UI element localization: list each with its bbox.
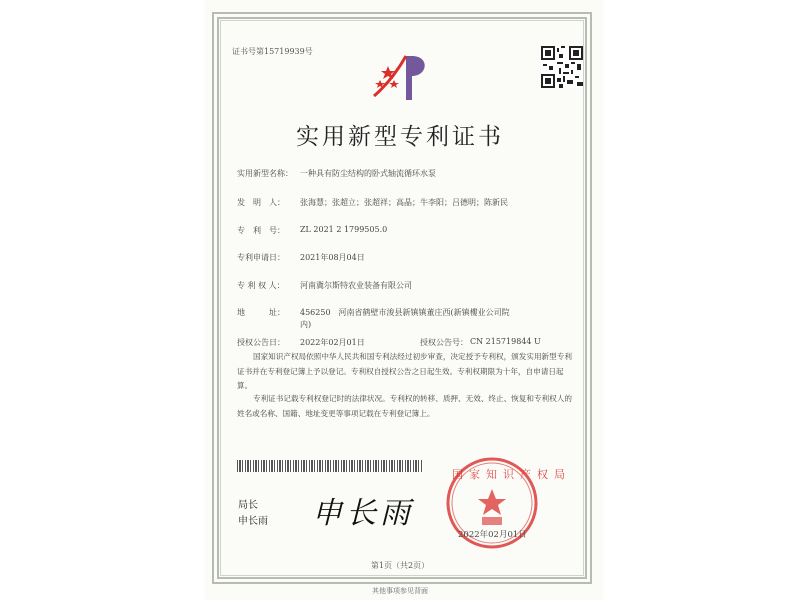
field-value-name: 一种具有防尘结构的卧式轴流循环水泵 — [300, 169, 436, 178]
seal-date: 2022年02月01日 — [458, 530, 527, 540]
seal-text: 国家知识产权局 — [452, 468, 571, 481]
field-label-address: 地 址： — [237, 308, 285, 317]
field-value-address-cont: 内) — [300, 320, 312, 329]
field-label-announce-no: 授权公告号： — [420, 338, 468, 347]
field-value-filing-date: 2021年08月04日 — [300, 253, 365, 262]
field-label-grant-date: 授权公告日： — [237, 338, 285, 347]
field-label-name: 实用新型名称： — [237, 169, 293, 178]
cnipa-logo-icon — [368, 50, 436, 106]
field-label-inventor: 发 明 人： — [237, 198, 285, 207]
footer-note: 其他事项参见背面 — [372, 587, 428, 595]
field-label-filing-date: 专利申请日： — [237, 253, 285, 262]
page-number: 第1页（共2页） — [370, 561, 430, 570]
field-value-address: 456250 河南省鹤壁市浚县新镇镇董庄西(新镇樓业公司院 — [300, 308, 510, 317]
field-label-patent-no: 专 利 号： — [237, 226, 285, 235]
qr-code-icon — [541, 46, 583, 88]
certificate-number: 证书号第15719939号 — [232, 47, 313, 56]
statement-paragraph-2: 专利证书记载专利权登记时的法律状况。专利权的转移、质押、无效、终止、恢复和专利权人的姓名或名称、国籍、地址变更等事项记载在专利登记簿上。 — [237, 394, 572, 418]
field-value-grant-date: 2022年02月01日 — [300, 338, 365, 347]
barcode — [237, 460, 423, 472]
certificate-title: 实用新型专利证书 — [296, 124, 504, 150]
field-value-patent-no: ZL 2021 2 1799505.0 — [300, 225, 388, 234]
field-label-patentee: 专 利 权 人： — [237, 281, 285, 290]
director-signature: 申长雨 — [312, 496, 414, 531]
statement-paragraph-1: 国家知识产权局依照中华人民共和国专利法经过初步审查，决定授予专利权，颁发实用新型专利证书并在专利登记簿上予以登记。专利权自授权公告之日起生效。专利权期限为十年，自申请日起算。 — [237, 352, 572, 390]
director-title: 局长 — [238, 500, 258, 511]
field-value-patentee: 河南冀尔斯特农业装备有限公司 — [300, 281, 412, 290]
director-name: 申长雨 — [238, 516, 268, 527]
field-value-inventor: 张海慧；张超立；张超祥；高晶；牛李阳；吕德明；陈新民 — [300, 198, 508, 207]
field-value-announce-no: CN 215719844 U — [470, 337, 541, 346]
